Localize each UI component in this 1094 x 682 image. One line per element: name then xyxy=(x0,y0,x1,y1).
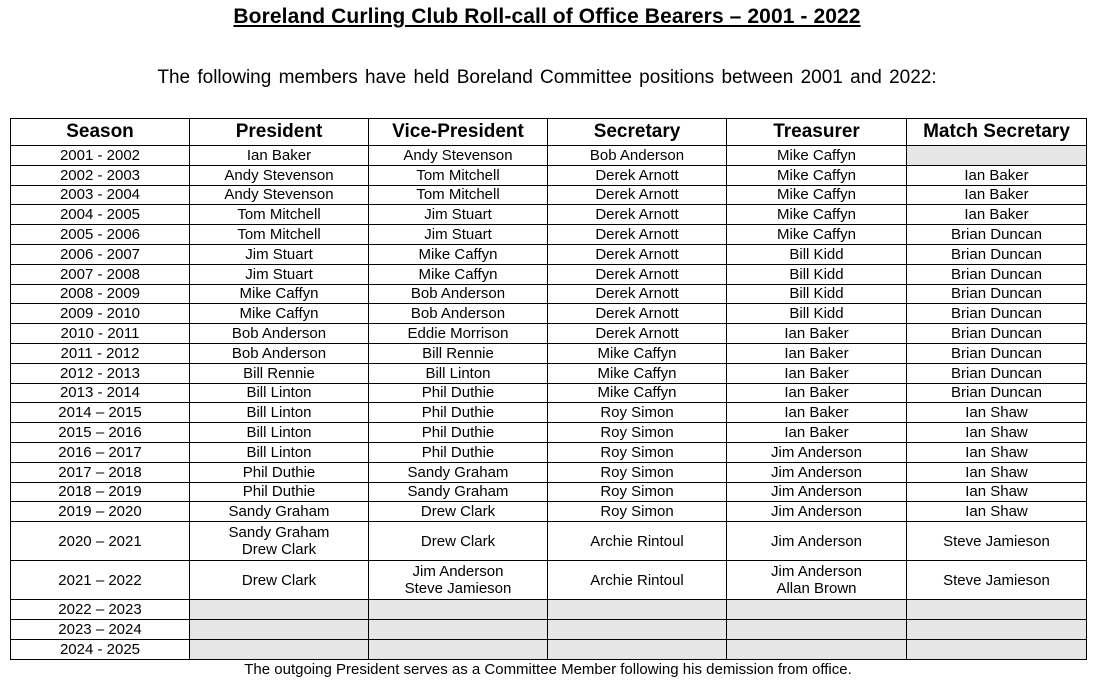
vice-president-name: Andy Stevenson xyxy=(403,146,513,164)
cell-president xyxy=(190,363,369,383)
cell-match-secretary xyxy=(907,146,1087,166)
cell-president xyxy=(190,639,369,659)
president-name: Sandy Graham xyxy=(228,503,330,521)
match-secretary-name: Ian Shaw xyxy=(965,463,1028,481)
cell-vice-president xyxy=(369,482,548,502)
cell-season: 2006 - 2007 xyxy=(11,244,190,264)
vice-president-name: Phil Duthie xyxy=(421,384,495,402)
cell-vice-president xyxy=(369,403,548,423)
treasurer-name: Ian Baker xyxy=(784,325,849,343)
cell-match-secretary xyxy=(907,403,1087,423)
president-name: Bill Linton xyxy=(246,443,312,461)
match-secretary-name: Brian Duncan xyxy=(951,245,1042,263)
treasurer-name: Jim Anderson xyxy=(771,463,862,481)
cell-vice-president xyxy=(369,363,548,383)
cell-secretary xyxy=(548,482,727,502)
vice-president-name: Jim Anderson xyxy=(412,563,504,581)
column-header-treasurer: Treasurer xyxy=(727,119,907,146)
table-body xyxy=(11,146,1087,660)
president-name: Tom Mitchell xyxy=(237,226,321,244)
cell-president xyxy=(190,462,369,482)
secretary-name: Archie Rintoul xyxy=(590,571,684,589)
cell-season: 2001 - 2002 xyxy=(11,146,190,166)
cell-vice-president xyxy=(369,561,548,600)
cell-secretary xyxy=(548,165,727,185)
secretary-name: Derek Arnott xyxy=(595,325,679,343)
cell-vice-president xyxy=(369,502,548,522)
cell-secretary xyxy=(548,284,727,304)
cell-treasurer xyxy=(727,304,907,324)
match-secretary-name: Ian Baker xyxy=(964,186,1029,204)
match-secretary-name: Steve Jamieson xyxy=(943,532,1050,550)
secretary-name: Roy Simon xyxy=(600,424,674,442)
vice-president-name: Phil Duthie xyxy=(421,404,495,422)
treasurer-name: Ian Baker xyxy=(784,404,849,422)
table-row xyxy=(11,482,1087,502)
table-row xyxy=(11,225,1087,245)
secretary-name: Derek Arnott xyxy=(595,305,679,323)
vice-president-name: Jim Stuart xyxy=(424,206,492,224)
cell-vice-president xyxy=(369,225,548,245)
cell-vice-president xyxy=(369,146,548,166)
cell-treasurer xyxy=(727,561,907,600)
table-row xyxy=(11,264,1087,284)
cell-vice-president xyxy=(369,423,548,443)
match-secretary-name: Brian Duncan xyxy=(951,305,1042,323)
cell-match-secretary xyxy=(907,522,1087,561)
cell-treasurer xyxy=(727,284,907,304)
match-secretary-name: Ian Shaw xyxy=(965,503,1028,521)
cell-season: 2009 - 2010 xyxy=(11,304,190,324)
table-row xyxy=(11,244,1087,264)
page-title: Boreland Curling Club Roll-call of Office Bearers – 2001 - 2022 xyxy=(233,5,861,28)
treasurer-name: Jim Anderson xyxy=(771,503,862,521)
match-secretary-name: Ian Baker xyxy=(964,206,1029,224)
secretary-name: Derek Arnott xyxy=(595,265,679,283)
cell-treasurer xyxy=(727,343,907,363)
cell-match-secretary xyxy=(907,244,1087,264)
president-name: Mike Caffyn xyxy=(239,285,319,303)
vice-president-name: Drew Clark xyxy=(420,532,496,550)
president-name: Mike Caffyn xyxy=(239,305,319,323)
match-secretary-name: Ian Shaw xyxy=(965,404,1028,422)
vice-president-name: Sandy Graham xyxy=(407,463,509,481)
treasurer-name: Jim Anderson xyxy=(771,443,862,461)
secretary-name: Mike Caffyn xyxy=(597,364,677,382)
office-bearers-table xyxy=(10,118,1087,660)
president-name: Phil Duthie xyxy=(242,463,316,481)
vice-president-name: Sandy Graham xyxy=(407,483,509,501)
match-secretary-name: Ian Shaw xyxy=(965,483,1028,501)
secretary-name: Bob Anderson xyxy=(589,146,685,164)
cell-secretary xyxy=(548,244,727,264)
president-name: Bob Anderson xyxy=(231,344,327,362)
cell-president xyxy=(190,284,369,304)
match-secretary-name: Ian Baker xyxy=(964,166,1029,184)
cell-secretary xyxy=(548,442,727,462)
column-header-president: President xyxy=(190,119,369,146)
secretary-name: Roy Simon xyxy=(600,483,674,501)
table-row xyxy=(11,185,1087,205)
cell-season: 2004 - 2005 xyxy=(11,205,190,225)
cell-secretary xyxy=(548,264,727,284)
cell-president xyxy=(190,600,369,620)
president-name: Sandy Graham xyxy=(228,524,330,542)
treasurer-name: Ian Baker xyxy=(784,344,849,362)
cell-match-secretary xyxy=(907,363,1087,383)
cell-treasurer xyxy=(727,442,907,462)
cell-treasurer xyxy=(727,244,907,264)
president-name: Andy Stevenson xyxy=(224,166,334,184)
match-secretary-name: Brian Duncan xyxy=(951,265,1042,283)
president-name: Bill Linton xyxy=(246,384,312,402)
treasurer-name: Bill Kidd xyxy=(789,265,844,283)
cell-season: 2019 – 2020 xyxy=(11,502,190,522)
president-name: Drew Clark xyxy=(241,571,317,589)
secretary-name: Mike Caffyn xyxy=(597,344,677,362)
secretary-name: Roy Simon xyxy=(600,463,674,481)
cell-treasurer xyxy=(727,423,907,443)
table-row xyxy=(11,343,1087,363)
cell-season: 2005 - 2006 xyxy=(11,225,190,245)
cell-match-secretary xyxy=(907,442,1087,462)
table-row xyxy=(11,639,1087,659)
cell-treasurer xyxy=(727,324,907,344)
cell-season: 2015 – 2016 xyxy=(11,423,190,443)
treasurer-name: Mike Caffyn xyxy=(777,226,856,244)
cell-treasurer xyxy=(727,482,907,502)
vice-president-name: Jim Stuart xyxy=(424,226,492,244)
table-row xyxy=(11,423,1087,443)
cell-match-secretary xyxy=(907,185,1087,205)
table-row xyxy=(11,502,1087,522)
vice-president-name: Phil Duthie xyxy=(421,443,495,461)
cell-president xyxy=(190,304,369,324)
table-row xyxy=(11,383,1087,403)
cell-match-secretary xyxy=(907,343,1087,363)
cell-vice-president xyxy=(369,324,548,344)
president-name: Bill Linton xyxy=(246,424,312,442)
president-name: Drew Clark xyxy=(241,541,317,559)
match-secretary-name: Brian Duncan xyxy=(951,344,1042,362)
cell-president xyxy=(190,324,369,344)
table-row xyxy=(11,561,1087,600)
cell-secretary xyxy=(548,205,727,225)
vice-president-name: Steve Jamieson xyxy=(404,580,512,598)
cell-season: 2022 – 2023 xyxy=(11,600,190,620)
treasurer-name: Allan Brown xyxy=(776,580,857,598)
cell-vice-president xyxy=(369,165,548,185)
secretary-name: Derek Arnott xyxy=(595,166,679,184)
column-header-match-secretary: Match Secretary xyxy=(907,119,1087,146)
cell-vice-president xyxy=(369,264,548,284)
cell-treasurer xyxy=(727,502,907,522)
page-subtitle: The following members have held Boreland Committee positions between 2001 and 2022: xyxy=(157,67,937,88)
secretary-name: Archie Rintoul xyxy=(590,532,684,550)
vice-president-name: Tom Mitchell xyxy=(416,166,500,184)
cell-treasurer xyxy=(727,600,907,620)
cell-match-secretary xyxy=(907,423,1087,443)
table-row xyxy=(11,619,1087,639)
cell-secretary xyxy=(548,324,727,344)
cell-match-secretary xyxy=(907,619,1087,639)
table-row xyxy=(11,284,1087,304)
cell-treasurer xyxy=(727,403,907,423)
cell-president xyxy=(190,403,369,423)
table-row xyxy=(11,403,1087,423)
secretary-name: Derek Arnott xyxy=(595,226,679,244)
cell-president xyxy=(190,165,369,185)
treasurer-name: Mike Caffyn xyxy=(777,166,856,184)
cell-vice-president xyxy=(369,522,548,561)
cell-secretary xyxy=(548,561,727,600)
table-row xyxy=(11,600,1087,620)
cell-vice-president xyxy=(369,639,548,659)
cell-season: 2016 – 2017 xyxy=(11,442,190,462)
president-name: Jim Stuart xyxy=(245,245,313,263)
cell-vice-president xyxy=(369,600,548,620)
cell-president xyxy=(190,561,369,600)
cell-treasurer xyxy=(727,522,907,561)
cell-match-secretary xyxy=(907,502,1087,522)
cell-season: 2012 - 2013 xyxy=(11,363,190,383)
vice-president-name: Eddie Morrison xyxy=(407,325,509,343)
cell-season: 2010 - 2011 xyxy=(11,324,190,344)
match-secretary-name: Ian Shaw xyxy=(965,443,1028,461)
cell-secretary xyxy=(548,600,727,620)
treasurer-name: Jim Anderson xyxy=(771,483,862,501)
cell-match-secretary xyxy=(907,324,1087,344)
table-row xyxy=(11,522,1087,561)
cell-secretary xyxy=(548,423,727,443)
cell-match-secretary xyxy=(907,304,1087,324)
vice-president-name: Phil Duthie xyxy=(421,424,495,442)
cell-secretary xyxy=(548,383,727,403)
cell-match-secretary xyxy=(907,225,1087,245)
cell-match-secretary xyxy=(907,165,1087,185)
cell-secretary xyxy=(548,619,727,639)
vice-president-name: Drew Clark xyxy=(420,503,496,521)
cell-treasurer xyxy=(727,639,907,659)
treasurer-name: Mike Caffyn xyxy=(777,186,856,204)
president-name: Ian Baker xyxy=(246,146,312,164)
president-name: Bill Linton xyxy=(246,404,312,422)
cell-president xyxy=(190,225,369,245)
cell-secretary xyxy=(548,462,727,482)
cell-president xyxy=(190,244,369,264)
treasurer-name: Mike Caffyn xyxy=(777,206,856,224)
cell-secretary xyxy=(548,639,727,659)
cell-president xyxy=(190,205,369,225)
match-secretary-name: Brian Duncan xyxy=(951,325,1042,343)
secretary-name: Derek Arnott xyxy=(595,206,679,224)
cell-vice-president xyxy=(369,383,548,403)
president-name: Bob Anderson xyxy=(231,325,327,343)
treasurer-name: Ian Baker xyxy=(784,384,849,402)
cell-season: 2007 - 2008 xyxy=(11,264,190,284)
table-row xyxy=(11,165,1087,185)
vice-president-name: Tom Mitchell xyxy=(416,186,500,204)
cell-president xyxy=(190,482,369,502)
cell-season: 2023 – 2024 xyxy=(11,619,190,639)
vice-president-name: Bill Rennie xyxy=(422,344,494,362)
cell-match-secretary xyxy=(907,600,1087,620)
cell-treasurer xyxy=(727,205,907,225)
cell-president xyxy=(190,264,369,284)
cell-season: 2021 – 2022 xyxy=(11,561,190,600)
cell-treasurer xyxy=(727,146,907,166)
secretary-name: Roy Simon xyxy=(600,443,674,461)
cell-treasurer xyxy=(727,225,907,245)
secretary-name: Derek Arnott xyxy=(595,285,679,303)
cell-secretary xyxy=(548,363,727,383)
secretary-name: Roy Simon xyxy=(600,503,674,521)
cell-secretary xyxy=(548,146,727,166)
cell-vice-president xyxy=(369,205,548,225)
cell-match-secretary xyxy=(907,462,1087,482)
vice-president-name: Bob Anderson xyxy=(410,305,506,323)
table-row xyxy=(11,462,1087,482)
president-name: Andy Stevenson xyxy=(224,186,334,204)
president-name: Phil Duthie xyxy=(242,483,316,501)
cell-president xyxy=(190,383,369,403)
cell-treasurer xyxy=(727,363,907,383)
cell-president xyxy=(190,522,369,561)
treasurer-name: Ian Baker xyxy=(784,364,849,382)
cell-match-secretary xyxy=(907,205,1087,225)
cell-match-secretary xyxy=(907,482,1087,502)
cell-secretary xyxy=(548,185,727,205)
cell-vice-president xyxy=(369,244,548,264)
table-row xyxy=(11,304,1087,324)
treasurer-name: Jim Anderson xyxy=(771,532,862,550)
cell-match-secretary xyxy=(907,639,1087,659)
cell-season: 2002 - 2003 xyxy=(11,165,190,185)
president-name: Bill Rennie xyxy=(243,364,315,382)
match-secretary-name: Steve Jamieson xyxy=(943,571,1050,589)
treasurer-name: Ian Baker xyxy=(784,424,849,442)
cell-treasurer xyxy=(727,185,907,205)
treasurer-name: Bill Kidd xyxy=(789,285,844,303)
table-row xyxy=(11,324,1087,344)
table-header-row xyxy=(11,119,1087,146)
treasurer-name: Bill Kidd xyxy=(789,245,844,263)
secretary-name: Mike Caffyn xyxy=(597,384,677,402)
cell-season: 2017 – 2018 xyxy=(11,462,190,482)
match-secretary-name: Brian Duncan xyxy=(951,285,1042,303)
cell-vice-president xyxy=(369,442,548,462)
president-name: Tom Mitchell xyxy=(237,206,321,224)
cell-president xyxy=(190,343,369,363)
secretary-name: Derek Arnott xyxy=(595,186,679,204)
cell-treasurer xyxy=(727,165,907,185)
cell-treasurer xyxy=(727,619,907,639)
match-secretary-name: Ian Shaw xyxy=(965,424,1028,442)
secretary-name: Roy Simon xyxy=(600,404,674,422)
match-secretary-name: Brian Duncan xyxy=(951,384,1042,402)
cell-season: 2014 – 2015 xyxy=(11,403,190,423)
cell-treasurer xyxy=(727,462,907,482)
cell-president xyxy=(190,619,369,639)
cell-secretary xyxy=(548,403,727,423)
cell-vice-president xyxy=(369,185,548,205)
cell-president xyxy=(190,423,369,443)
treasurer-name: Bill Kidd xyxy=(789,305,844,323)
cell-season: 2011 - 2012 xyxy=(11,343,190,363)
cell-president xyxy=(190,502,369,522)
president-name: Jim Stuart xyxy=(245,265,313,283)
treasurer-name: Mike Caffyn xyxy=(777,146,856,164)
cell-season: 2003 - 2004 xyxy=(11,185,190,205)
cell-season: 2018 – 2019 xyxy=(11,482,190,502)
cell-treasurer xyxy=(727,264,907,284)
vice-president-name: Mike Caffyn xyxy=(418,265,498,283)
table-row xyxy=(11,442,1087,462)
cell-season: 2013 - 2014 xyxy=(11,383,190,403)
cell-secretary xyxy=(548,502,727,522)
cell-secretary xyxy=(548,343,727,363)
column-header-secretary: Secretary xyxy=(548,119,727,146)
cell-match-secretary xyxy=(907,383,1087,403)
cell-president xyxy=(190,442,369,462)
vice-president-name: Bob Anderson xyxy=(410,285,506,303)
match-secretary-name: Brian Duncan xyxy=(951,226,1042,244)
cell-match-secretary xyxy=(907,284,1087,304)
cell-match-secretary xyxy=(907,264,1087,284)
cell-season: 2020 – 2021 xyxy=(11,522,190,561)
cell-treasurer xyxy=(727,383,907,403)
column-header-vice-president: Vice-President xyxy=(369,119,548,146)
cell-season: 2024 - 2025 xyxy=(11,639,190,659)
cell-secretary xyxy=(548,304,727,324)
table-row xyxy=(11,146,1087,166)
cell-president xyxy=(190,146,369,166)
cell-vice-president xyxy=(369,619,548,639)
cell-president xyxy=(190,185,369,205)
cell-match-secretary xyxy=(907,561,1087,600)
table-row xyxy=(11,205,1087,225)
cell-secretary xyxy=(548,522,727,561)
treasurer-name: Jim Anderson xyxy=(771,563,862,581)
table-row xyxy=(11,363,1087,383)
vice-president-name: Bill Linton xyxy=(425,364,491,382)
cell-vice-president xyxy=(369,284,548,304)
cell-vice-president xyxy=(369,462,548,482)
cell-season: 2008 - 2009 xyxy=(11,284,190,304)
cell-vice-president xyxy=(369,304,548,324)
column-header-season: Season xyxy=(11,119,190,146)
cell-secretary xyxy=(548,225,727,245)
footnote: The outgoing President serves as a Committee Member following his demission from office. xyxy=(244,661,852,678)
cell-vice-president xyxy=(369,343,548,363)
vice-president-name: Mike Caffyn xyxy=(418,245,498,263)
match-secretary-name: Brian Duncan xyxy=(951,364,1042,382)
secretary-name: Derek Arnott xyxy=(595,245,679,263)
